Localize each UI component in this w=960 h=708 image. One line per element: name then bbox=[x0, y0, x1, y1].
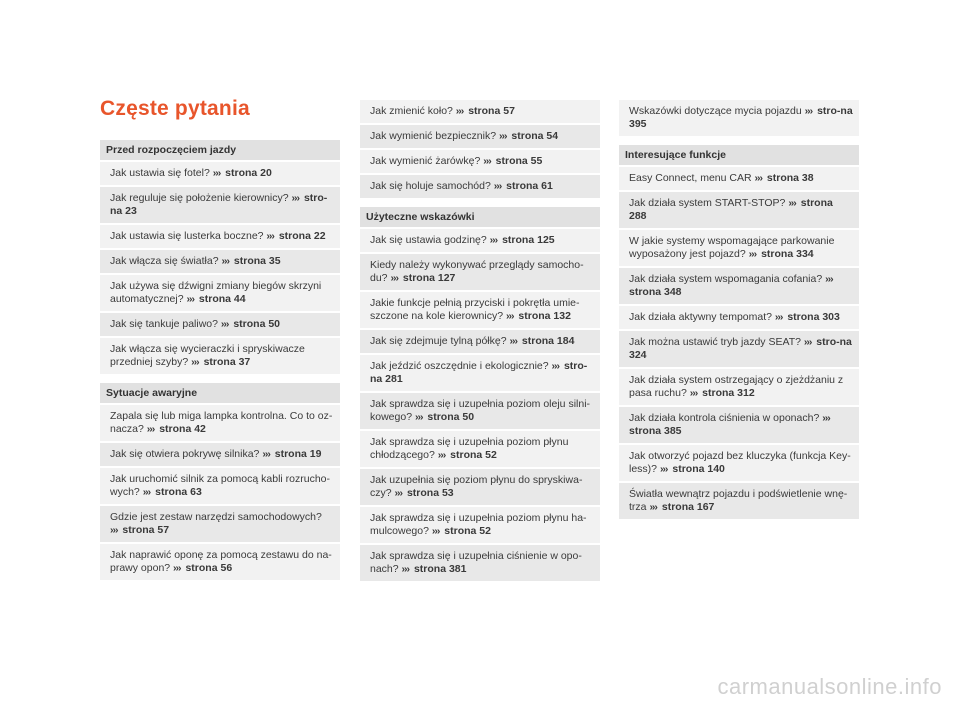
faq-question: Jak sprawdza się i uzupełnia poziom płynu chłodzącego? bbox=[370, 436, 569, 461]
faq-question: Jak ustawia się fotel? bbox=[110, 167, 210, 179]
page-reference-link[interactable]: strona 57 bbox=[468, 105, 515, 117]
page-reference-link[interactable]: strona 52 bbox=[450, 449, 497, 461]
reference-arrow-icon: ››› bbox=[390, 272, 398, 284]
faq-item[interactable] bbox=[360, 125, 600, 148]
page-reference-link[interactable]: strona 334 bbox=[761, 248, 814, 260]
faq-question: Jak sprawdza się i uzupełnia poziom oleju silni-kowego? bbox=[370, 398, 591, 423]
faq-question: Jak działa kontrola ciśnienia w oponach? bbox=[629, 412, 820, 424]
faq-item[interactable] bbox=[619, 167, 859, 190]
reference-arrow-icon: ››› bbox=[506, 310, 514, 322]
faq-section bbox=[360, 207, 600, 581]
page-reference-link[interactable]: strona 37 bbox=[203, 356, 251, 368]
faq-item[interactable] bbox=[619, 445, 859, 481]
reference-arrow-icon: ››› bbox=[431, 525, 440, 537]
section-heading: Przed rozpoczęciem jazdy bbox=[100, 140, 340, 160]
page-reference-link[interactable]: strona 54 bbox=[511, 130, 559, 142]
page-reference-link[interactable]: strona 56 bbox=[185, 562, 233, 574]
page-reference-link[interactable]: stro-na 281 bbox=[370, 360, 588, 385]
faq-question: Jak się zdejmuje tylną półkę? bbox=[370, 335, 507, 347]
page-reference-link[interactable]: strona 19 bbox=[274, 448, 322, 460]
faq-section bbox=[360, 100, 600, 198]
faq-question: Jak się tankuje paliwo? bbox=[110, 318, 218, 330]
faq-question: Jak się holuje samochód? bbox=[370, 180, 491, 192]
reference-arrow-icon: ››› bbox=[142, 486, 151, 498]
faq-question: Jak można ustawić tryb jazdy SEAT? bbox=[629, 336, 801, 348]
faq-item[interactable] bbox=[360, 545, 600, 581]
faq-item[interactable] bbox=[360, 393, 600, 429]
faq-item[interactable] bbox=[619, 407, 859, 443]
page-reference-link[interactable]: strona 288 bbox=[629, 197, 833, 222]
faq-item[interactable] bbox=[619, 100, 859, 136]
faq-question: W jakie systemy wspomagające parkowanie wyposażony jest pojazd? bbox=[629, 235, 835, 260]
reference-arrow-icon: ››› bbox=[748, 248, 757, 260]
faq-item[interactable] bbox=[360, 469, 600, 505]
faq-question: Jak sprawdza się i uzupełnia poziom płynu ha-mulcowego? bbox=[370, 512, 587, 537]
faq-item[interactable] bbox=[360, 507, 600, 543]
reference-arrow-icon: ››› bbox=[498, 130, 507, 142]
faq-question: Jak jeździć oszczędnie i ekologicznie? bbox=[370, 360, 549, 372]
reference-arrow-icon: ››› bbox=[803, 336, 812, 348]
faq-item[interactable] bbox=[100, 443, 340, 466]
faq-item[interactable] bbox=[360, 175, 600, 198]
faq-item[interactable] bbox=[619, 369, 859, 405]
faq-question: Jak uruchomić silnik za pomocą kabli rozrucho-wych? bbox=[110, 473, 331, 498]
faq-item[interactable] bbox=[360, 254, 600, 290]
page-reference-link[interactable]: strona 132 bbox=[518, 310, 571, 322]
section-heading: Użyteczne wskazówki bbox=[360, 207, 600, 227]
page-reference-link[interactable]: strona 348 bbox=[629, 286, 682, 298]
page-reference-link[interactable]: stro-na 23 bbox=[110, 192, 328, 217]
page-reference-link[interactable]: strona 35 bbox=[233, 255, 281, 267]
faq-item[interactable] bbox=[360, 150, 600, 173]
reference-arrow-icon: ››› bbox=[804, 105, 813, 117]
faq-question: Wskazówki dotyczące mycia pojazdu bbox=[629, 105, 802, 117]
page-reference-link[interactable]: strona 42 bbox=[159, 423, 206, 435]
faq-section bbox=[100, 383, 340, 580]
faq-question: Jak używa się dźwigni zmiany biegów skrzyni automatycznej? bbox=[110, 280, 322, 305]
faq-question: Jak włącza się wycieraczki i spryskiwacze przedniej szyby? bbox=[110, 343, 305, 368]
faq-item[interactable] bbox=[360, 330, 600, 353]
reference-arrow-icon: ››› bbox=[220, 318, 229, 330]
reference-arrow-icon: ››› bbox=[788, 197, 796, 209]
faq-item[interactable] bbox=[100, 225, 340, 248]
page-reference-link[interactable]: strona 38 bbox=[766, 172, 814, 184]
reference-arrow-icon: ››› bbox=[394, 487, 403, 499]
faq-question: Jak wymienić bezpiecznik? bbox=[370, 130, 497, 142]
faq-item[interactable] bbox=[619, 331, 859, 367]
faq-question: Jak działa aktywny tempomat? bbox=[629, 311, 772, 323]
reference-arrow-icon: ››› bbox=[649, 501, 657, 513]
faq-item[interactable] bbox=[619, 192, 859, 228]
page-reference-link[interactable]: strona 61 bbox=[506, 180, 553, 192]
reference-arrow-icon: ››› bbox=[822, 412, 830, 424]
page-reference-link[interactable]: strona 140 bbox=[672, 463, 725, 475]
page-title: Częste pytania bbox=[100, 97, 250, 120]
faq-question: Zapala się lub miga lampka kontrolna. Co to oz-nacza? bbox=[110, 410, 333, 435]
faq-item[interactable] bbox=[360, 355, 600, 391]
reference-arrow-icon: ››› bbox=[212, 167, 221, 179]
page-reference-link[interactable]: strona 303 bbox=[787, 311, 840, 323]
page-reference-link[interactable]: strona 312 bbox=[702, 387, 755, 399]
section-heading: Interesujące funkcje bbox=[619, 145, 859, 165]
faq-section bbox=[619, 145, 859, 519]
reference-arrow-icon: ››› bbox=[221, 255, 229, 267]
page-reference-link[interactable]: strona 50 bbox=[233, 318, 281, 330]
page-reference-link[interactable]: strona 53 bbox=[406, 487, 454, 499]
faq-item[interactable] bbox=[360, 431, 600, 467]
faq-item[interactable] bbox=[619, 306, 859, 329]
faq-question: Jak ustawia się lusterka boczne? bbox=[110, 230, 264, 242]
faq-item[interactable] bbox=[360, 229, 600, 252]
reference-arrow-icon: ››› bbox=[509, 335, 517, 347]
page-reference-link[interactable]: strona 167 bbox=[661, 501, 715, 513]
reference-arrow-icon: ››› bbox=[659, 463, 668, 475]
page-reference-link[interactable]: strona 184 bbox=[521, 335, 575, 347]
faq-item[interactable] bbox=[100, 544, 340, 580]
reference-arrow-icon: ››› bbox=[173, 562, 181, 574]
reference-arrow-icon: ››› bbox=[689, 387, 698, 399]
faq-question: Jak otworzyć pojazd bez kluczyka (funkcja Key-less)? bbox=[629, 450, 851, 475]
reference-arrow-icon: ››› bbox=[146, 423, 155, 435]
faq-section bbox=[619, 100, 859, 136]
faq-item[interactable] bbox=[100, 338, 340, 374]
faq-question: Kiedy należy wykonywać przeglądy samocho-du? bbox=[370, 259, 584, 284]
page-reference-link[interactable]: strona 20 bbox=[225, 167, 272, 179]
reference-arrow-icon: ››› bbox=[825, 273, 833, 285]
reference-arrow-icon: ››› bbox=[191, 356, 199, 368]
reference-arrow-icon: ››› bbox=[551, 360, 560, 372]
faq-question: Jak działa system ostrzegający o zjeżdżaniu z pasa ruchu? bbox=[629, 374, 844, 399]
page-reference-link[interactable]: strona 63 bbox=[155, 486, 202, 498]
page-reference-link[interactable]: strona 57 bbox=[122, 524, 170, 536]
faq-item[interactable] bbox=[360, 292, 600, 328]
page-reference-link[interactable]: strona 55 bbox=[495, 155, 543, 167]
reference-arrow-icon: ››› bbox=[110, 524, 118, 536]
faq-item[interactable] bbox=[100, 405, 340, 441]
faq-item[interactable] bbox=[619, 230, 859, 266]
faq-question: Jak reguluje się położenie kierownicy? bbox=[110, 192, 289, 204]
faq-question: Jak uzupełnia się poziom płynu do spryskiwa-czy? bbox=[370, 474, 583, 499]
page-reference-link[interactable]: strona 52 bbox=[444, 525, 491, 537]
faq-question: Jakie funkcje pełnią przyciski i pokrętła umie-szczone na kole kierownicy? bbox=[370, 297, 580, 322]
page-reference-link[interactable]: stro-na 324 bbox=[629, 336, 852, 361]
column-2 bbox=[360, 100, 600, 590]
reference-arrow-icon: ››› bbox=[266, 230, 274, 242]
faq-question: Jak się otwiera pokrywę silnika? bbox=[110, 448, 260, 460]
page-reference-link[interactable]: strona 381 bbox=[413, 563, 467, 575]
faq-question: Jak się ustawia godzinę? bbox=[370, 234, 487, 246]
faq-item[interactable] bbox=[100, 313, 340, 336]
page-reference-link[interactable]: strona 50 bbox=[427, 411, 475, 423]
page-reference-link[interactable]: stro-na 395 bbox=[629, 105, 853, 130]
faq-question: Jak naprawić oponę za pomocą zestawu do na-prawy opon? bbox=[110, 549, 332, 574]
reference-arrow-icon: ››› bbox=[414, 411, 423, 423]
faq-item[interactable] bbox=[619, 483, 859, 519]
reference-arrow-icon: ››› bbox=[291, 192, 300, 204]
faq-section bbox=[100, 140, 340, 374]
faq-question: Jak działa system wspomagania cofania? bbox=[629, 273, 823, 285]
faq-question: Jak wymienić żarówkę? bbox=[370, 155, 481, 167]
page-reference-link[interactable]: strona 127 bbox=[402, 272, 456, 284]
faq-question: Jak zmienić koło? bbox=[370, 105, 453, 117]
faq-item[interactable] bbox=[619, 268, 859, 304]
column-1 bbox=[100, 140, 340, 589]
faq-question: Jak włącza się światła? bbox=[110, 255, 219, 267]
reference-arrow-icon: ››› bbox=[774, 311, 783, 323]
section-heading: Sytuacje awaryjne bbox=[100, 383, 340, 403]
reference-arrow-icon: ››› bbox=[493, 180, 502, 192]
faq-question: Easy Connect, menu CAR bbox=[629, 172, 752, 184]
faq-item[interactable] bbox=[360, 100, 600, 123]
reference-arrow-icon: ››› bbox=[754, 172, 762, 184]
faq-item[interactable] bbox=[100, 275, 340, 311]
faq-question: Światła wewnątrz pojazdu i podświetlenie wnę-trza bbox=[629, 488, 848, 513]
faq-item[interactable] bbox=[100, 250, 340, 273]
faq-item[interactable] bbox=[100, 506, 340, 542]
page-reference-link[interactable]: strona 125 bbox=[502, 234, 555, 246]
watermark: carmanualsonline.info bbox=[717, 674, 942, 699]
faq-question: Jak działa system START-STOP? bbox=[629, 197, 786, 209]
faq-item[interactable] bbox=[100, 468, 340, 504]
reference-arrow-icon: ››› bbox=[455, 105, 464, 117]
page-reference-link[interactable]: strona 385 bbox=[629, 425, 682, 437]
reference-arrow-icon: ››› bbox=[262, 448, 270, 460]
reference-arrow-icon: ››› bbox=[437, 449, 446, 461]
faq-question: Gdzie jest zestaw narzędzi samochodowych? bbox=[110, 511, 322, 523]
reference-arrow-icon: ››› bbox=[186, 293, 194, 305]
reference-arrow-icon: ››› bbox=[489, 234, 498, 246]
column-3 bbox=[619, 100, 859, 528]
reference-arrow-icon: ››› bbox=[483, 155, 491, 167]
reference-arrow-icon: ››› bbox=[401, 563, 410, 575]
faq-question: Jak sprawdza się i uzupełnia ciśnienie w opo-nach? bbox=[370, 550, 582, 575]
page-reference-link[interactable]: strona 44 bbox=[198, 293, 246, 305]
faq-item[interactable] bbox=[100, 162, 340, 185]
faq-item[interactable] bbox=[100, 187, 340, 223]
page-reference-link[interactable]: strona 22 bbox=[278, 230, 326, 242]
